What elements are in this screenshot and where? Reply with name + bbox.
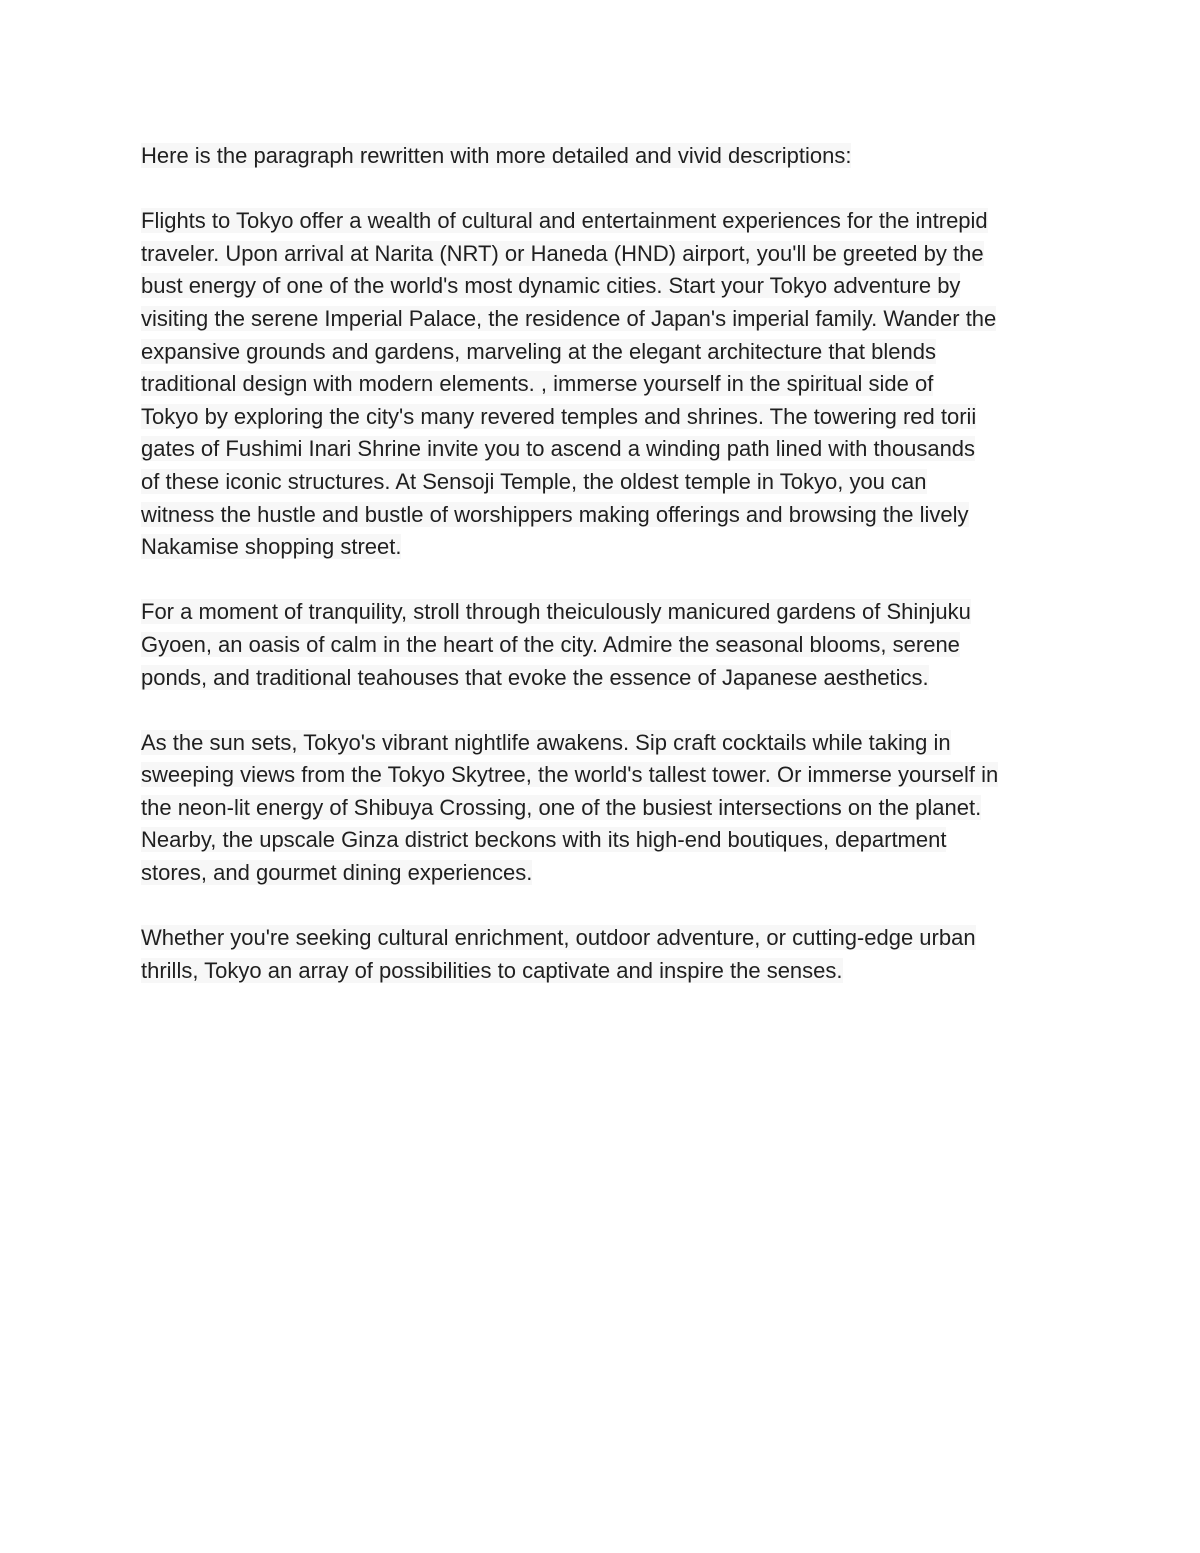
paragraph-line: Gyoen, an oasis of calm in the heart of the city. Admire the seasonal blooms, serene [141,631,960,657]
paragraph-line: Tokyo by exploring the city's many revered temples and shrines. The towering red torii [141,403,977,429]
paragraph-3 [141,727,1071,890]
paragraph-line: bust energy of one of the world's most dynamic cities. Start your Tokyo adventure by [141,273,961,299]
paragraph-line: expansive grounds and gardens, marveling at the elegant architecture that blends [141,338,936,364]
paragraph-line: Nearby, the upscale Ginza district beckons with its high-end boutiques, department [141,827,947,853]
paragraph-1 [141,205,1071,564]
intro-line: Here is the paragraph rewritten with more detailed and vivid descriptions: [141,143,852,168]
paragraph-line: visiting the serene Imperial Palace, the residence of Japan's imperial family. Wander the [141,305,997,331]
paragraph-line: of these iconic structures. At Sensoji Temple, the oldest temple in Tokyo, you can [141,468,927,494]
paragraph-line: ponds, and traditional teahouses that evoke the essence of Japanese aesthetics. [141,664,929,690]
paragraph-line: thrills, Tokyo an array of possibilities to captivate and inspire the senses. [141,957,843,983]
paragraph-4 [141,922,1071,987]
paragraph-line: As the sun sets, Tokyo's vibrant nightlife awakens. Sip craft cocktails while taking in [141,729,951,755]
paragraph-line: Whether you're seeking cultural enrichment, outdoor adventure, or cutting-edge urban [141,925,976,951]
paragraph-line: Flights to Tokyo offer a wealth of cultural and entertainment experiences for the intrepid [141,208,988,234]
paragraph-2 [141,596,1071,694]
paragraph-line: Nakamise shopping street. [141,534,402,560]
paragraph-line: gates of Fushimi Inari Shrine invite you to ascend a winding path lined with thousands [141,436,976,462]
paragraph-line: sweeping views from the Tokyo Skytree, the world's tallest tower. Or immerse yourself in [141,762,999,788]
paragraph-line: the neon-lit energy of Shibuya Crossing, one of the busiest intersections on the planet. [141,794,982,820]
paragraph-line: traveler. Upon arrival at Narita (NRT) or Haneda (HND) airport, you'll be greeted by the [141,240,984,266]
paragraph-line: For a moment of tranquility, stroll through theiculously manicured gardens of Shinjuku [141,599,971,625]
paragraph-line: traditional design with modern elements. , immerse yourself in the spiritual side of [141,371,934,397]
paragraph-line: stores, and gourmet dining experiences. [141,860,533,886]
document-body [141,140,1071,987]
paragraph-line: witness the hustle and bustle of worshippers making offerings and browsing the lively [141,501,969,527]
